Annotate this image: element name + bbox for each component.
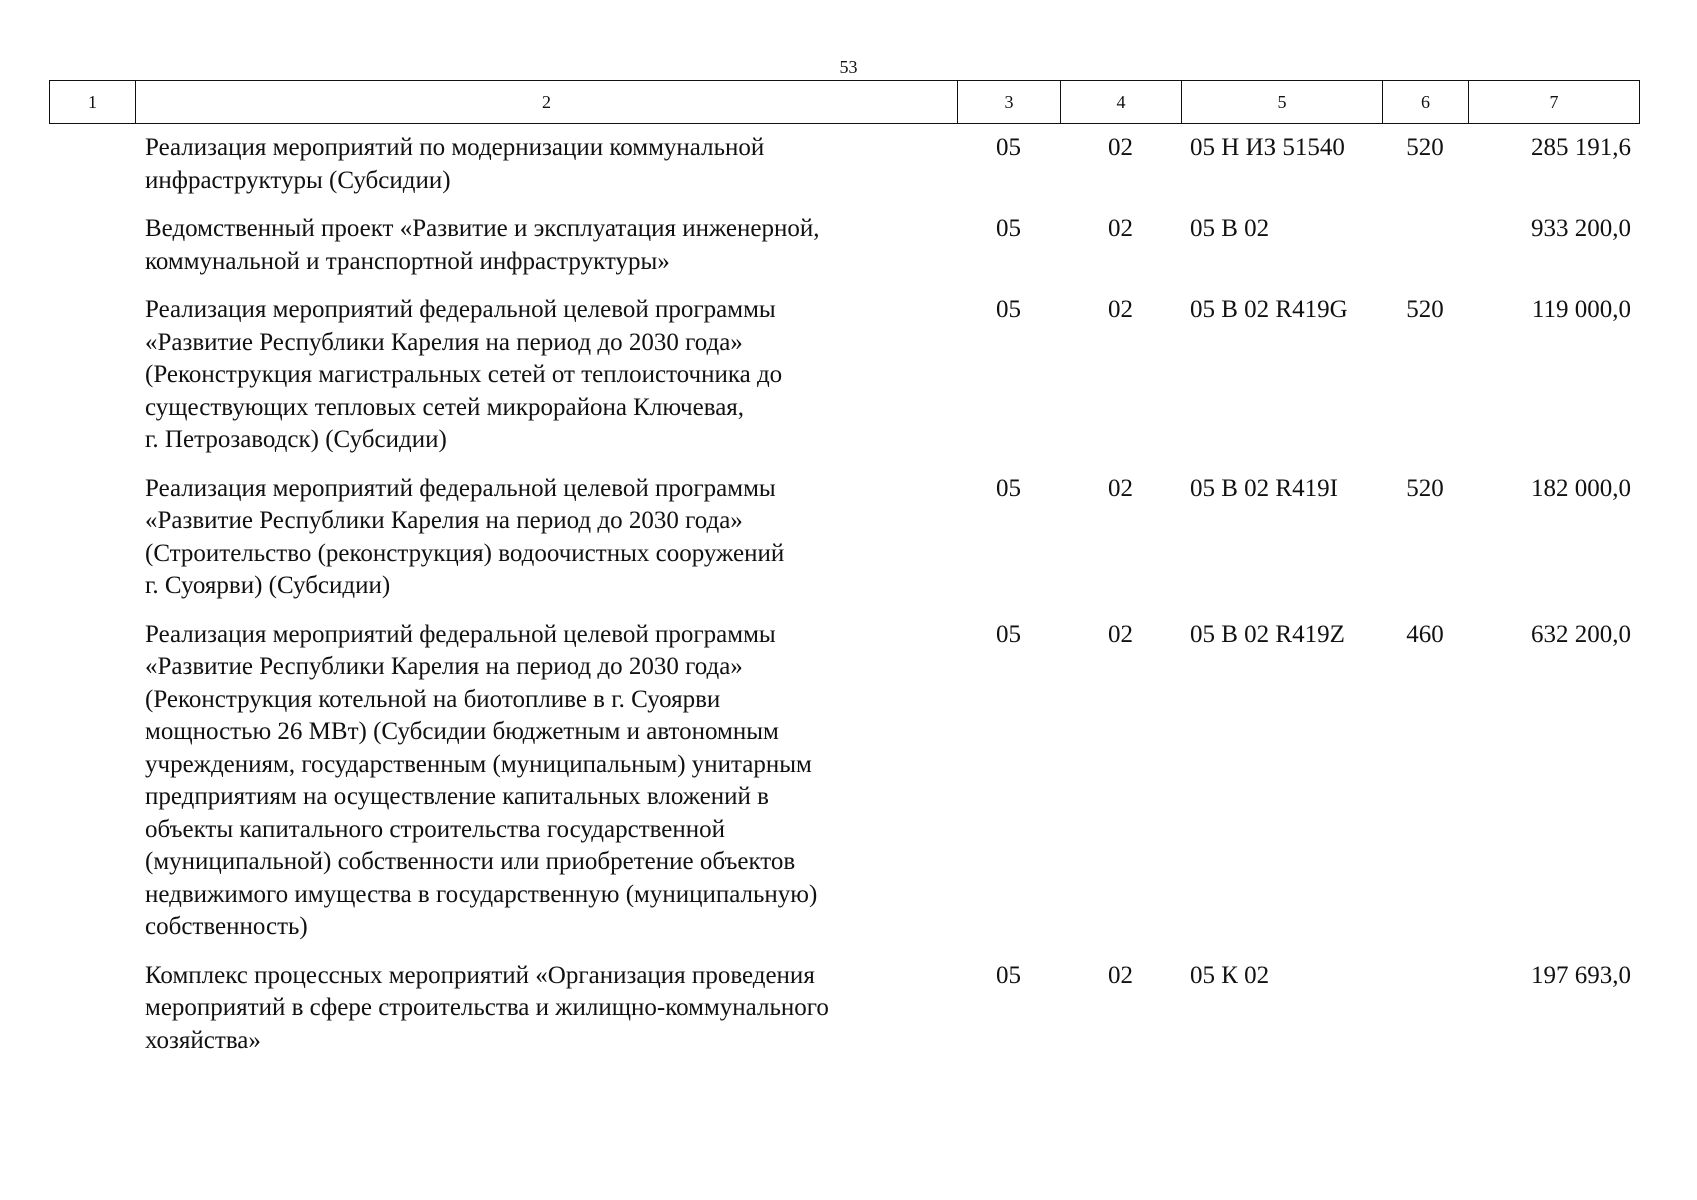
item-name-line: (муниципальной) собственности или приобретение объектов (145, 848, 796, 875)
amount-cell: 285 191,6 (1531, 134, 1631, 161)
header-col-3: 3 (958, 81, 1061, 124)
table-row (49, 960, 1639, 1058)
header-col-2: 2 (136, 81, 958, 124)
section-code-cell: 05 (996, 474, 1021, 502)
section-code-cell: 05 (996, 134, 1021, 161)
item-name-line: г. Суоярви) (Субсидии) (145, 572, 391, 599)
expense-type-cell (1382, 213, 1468, 278)
subsection-code-cell: 02 (1108, 620, 1133, 648)
item-name-line: «Развитие Республики Карелия на период до 2030 года» (145, 653, 743, 680)
subsection-code-cell: 02 (1108, 215, 1133, 242)
item-name-line: существующих тепловых сетей микрорайона Ключевая, (145, 393, 745, 421)
item-name-line: Реализация мероприятий федеральной целевой программы (145, 474, 776, 502)
header-col-4: 4 (1061, 81, 1182, 124)
item-name-line: (Строительство (реконструкция) водоочистных сооружений (145, 539, 785, 567)
subsection-code-cell: 02 (1108, 474, 1133, 502)
amount-cell: 632 200,0 (1531, 620, 1631, 648)
target-article-cell: 05 К 02 (1190, 961, 1270, 989)
target-article-cell: 05 В 02 (1190, 215, 1270, 242)
table-row (49, 619, 1639, 944)
column-number-header (49, 80, 1640, 124)
item-name-line: мероприятий в сфере строительства и жилищно-коммунального (145, 994, 829, 1021)
item-name-line: учреждениям, государственным (муниципальным) унитарным (145, 750, 812, 778)
subsection-code-cell: 02 (1108, 134, 1133, 161)
item-name-line: Комплекс процессных мероприятий «Организация проведения (145, 961, 815, 989)
subsection-code-cell: 02 (1108, 296, 1133, 323)
section-code-cell: 05 (996, 961, 1021, 989)
item-name-line: (Реконструкция магистральных сетей от теплоисточника до (145, 361, 783, 388)
row-number-cell (49, 960, 135, 1058)
item-name-line: Реализация мероприятий по модернизации коммунальной (145, 134, 765, 161)
page-number: 53 (839, 57, 858, 77)
amount-cell: 182 000,0 (1531, 474, 1631, 502)
item-name-line: мощностью 26 МВт) (Субсидии бюджетным и автономным (145, 718, 779, 745)
row-number-cell (49, 619, 135, 944)
row-number-cell (49, 294, 135, 457)
target-article-cell: 05 Н ИЗ 51540 (1190, 134, 1345, 161)
target-article-cell: 05 В 02 R419I (1190, 474, 1338, 502)
header-col-1: 1 (50, 81, 136, 124)
subsection-code-cell: 02 (1108, 961, 1133, 989)
table-row (49, 294, 1639, 457)
section-code-cell: 05 (996, 620, 1021, 648)
item-name-line: недвижимого имущества в государственную (муниципальную) (145, 880, 818, 908)
header-col-7: 7 (1469, 81, 1640, 124)
item-name-line: объекты капитального строительства государственной (145, 815, 726, 843)
item-name-line: хозяйства» (145, 1026, 261, 1054)
item-name-cell (135, 213, 957, 278)
item-name-cell (135, 294, 957, 457)
item-name-line: г. Петрозаводск) (Субсидии) (145, 426, 447, 453)
table-row (49, 132, 1639, 197)
target-article-cell: 05 В 02 R419G (1190, 296, 1348, 323)
expense-type-cell: 460 (1406, 620, 1444, 648)
row-number-cell (49, 213, 135, 278)
row-number-cell (49, 473, 135, 603)
item-name-line: собственность) (145, 913, 308, 940)
header-col-6: 6 (1383, 81, 1469, 124)
target-article-cell: 05 В 02 R419Z (1190, 620, 1345, 648)
expense-type-cell: 520 (1406, 134, 1444, 161)
item-name-line: «Развитие Республики Карелия на период до 2030 года» (145, 507, 743, 534)
expense-type-cell: 520 (1406, 296, 1444, 323)
row-number-cell (49, 132, 135, 197)
section-code-cell: 05 (996, 215, 1021, 242)
amount-cell: 197 693,0 (1531, 961, 1631, 989)
section-code-cell: 05 (996, 296, 1021, 323)
item-name-line: «Развитие Республики Карелия на период до 2030 года» (145, 328, 743, 356)
item-name-cell (135, 960, 957, 1058)
item-name-cell (135, 619, 957, 944)
item-name-line: (Реконструкция котельной на биотопливе в г. Суоярви (145, 685, 721, 713)
item-name-line: коммунальной и транспортной инфраструктуры» (145, 247, 670, 275)
item-name-cell (135, 132, 957, 197)
item-name-line: предприятиям на осуществление капитальных вложений в (145, 783, 769, 810)
item-name-line: Ведомственный проект «Развитие и эксплуатация инженерной, (145, 215, 820, 242)
expense-type-cell: 520 (1406, 474, 1444, 502)
budget-table-body (49, 132, 1639, 1073)
expense-type-cell (1382, 960, 1468, 1058)
item-name-line: Реализация мероприятий федеральной целевой программы (145, 296, 776, 323)
header-col-5: 5 (1182, 81, 1383, 124)
item-name-cell (135, 473, 957, 603)
table-row (49, 213, 1639, 278)
amount-cell: 933 200,0 (1531, 215, 1631, 242)
header-row (50, 81, 1640, 124)
amount-cell: 119 000,0 (1531, 296, 1631, 323)
table-row (49, 473, 1639, 603)
item-name-line: инфраструктуры (Субсидии) (145, 166, 451, 194)
item-name-line: Реализация мероприятий федеральной целевой программы (145, 620, 776, 648)
